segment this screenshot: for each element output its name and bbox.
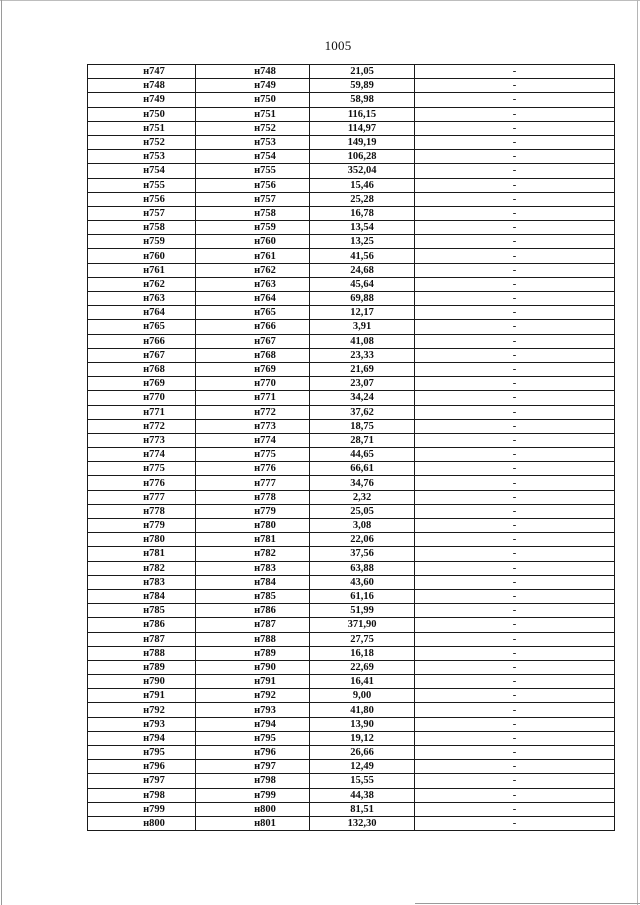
point-to-cell: н791 xyxy=(196,675,310,689)
note-cell: - xyxy=(415,575,615,589)
point-to-cell: н792 xyxy=(196,689,310,703)
table-row xyxy=(88,334,615,348)
table-row xyxy=(88,746,615,760)
distance-cell: 26,66 xyxy=(310,746,415,760)
distance-cell: 66,61 xyxy=(310,462,415,476)
point-from-cell: н769 xyxy=(88,377,196,391)
note-cell: - xyxy=(415,192,615,206)
point-to-cell: н793 xyxy=(196,703,310,717)
distance-cell: 44,65 xyxy=(310,448,415,462)
table-row xyxy=(88,731,615,745)
note-cell: - xyxy=(415,760,615,774)
point-to-cell: н763 xyxy=(196,277,310,291)
point-from-cell: н778 xyxy=(88,504,196,518)
point-from-cell: н779 xyxy=(88,519,196,533)
table-row xyxy=(88,533,615,547)
table-row xyxy=(88,774,615,788)
note-cell: - xyxy=(415,632,615,646)
point-to-cell: н781 xyxy=(196,533,310,547)
note-cell: - xyxy=(415,717,615,731)
point-to-cell: н787 xyxy=(196,618,310,632)
point-from-cell: н794 xyxy=(88,731,196,745)
point-from-cell: н787 xyxy=(88,632,196,646)
table-row xyxy=(88,65,615,79)
table-row xyxy=(88,235,615,249)
point-from-cell: н784 xyxy=(88,589,196,603)
point-to-cell: н777 xyxy=(196,476,310,490)
point-to-cell: н770 xyxy=(196,377,310,391)
point-to-cell: н764 xyxy=(196,292,310,306)
point-to-cell: н784 xyxy=(196,575,310,589)
note-cell: - xyxy=(415,731,615,745)
note-cell: - xyxy=(415,150,615,164)
point-to-cell: н789 xyxy=(196,646,310,660)
distance-cell: 44,38 xyxy=(310,788,415,802)
table-row xyxy=(88,519,615,533)
point-from-cell: н757 xyxy=(88,206,196,220)
distance-cell: 15,46 xyxy=(310,178,415,192)
note-cell: - xyxy=(415,348,615,362)
point-from-cell: н747 xyxy=(88,65,196,79)
point-to-cell: н788 xyxy=(196,632,310,646)
table-row xyxy=(88,164,615,178)
point-to-cell: н759 xyxy=(196,221,310,235)
point-to-cell: н797 xyxy=(196,760,310,774)
table-row xyxy=(88,135,615,149)
point-to-cell: н776 xyxy=(196,462,310,476)
point-to-cell: н778 xyxy=(196,490,310,504)
point-from-cell: н790 xyxy=(88,675,196,689)
point-to-cell: н757 xyxy=(196,192,310,206)
note-cell: - xyxy=(415,235,615,249)
point-to-cell: н782 xyxy=(196,547,310,561)
table-row xyxy=(88,561,615,575)
table-row xyxy=(88,405,615,419)
distance-cell: 23,33 xyxy=(310,348,415,362)
note-cell: - xyxy=(415,135,615,149)
note-cell: - xyxy=(415,178,615,192)
note-cell: - xyxy=(415,320,615,334)
distance-cell: 61,16 xyxy=(310,589,415,603)
table-row xyxy=(88,476,615,490)
distance-cell: 45,64 xyxy=(310,277,415,291)
point-to-cell: н773 xyxy=(196,419,310,433)
point-to-cell: н762 xyxy=(196,263,310,277)
point-from-cell: н783 xyxy=(88,575,196,589)
note-cell: - xyxy=(415,746,615,760)
point-from-cell: н786 xyxy=(88,618,196,632)
distance-cell: 12,17 xyxy=(310,306,415,320)
table-row xyxy=(88,263,615,277)
point-from-cell: н749 xyxy=(88,93,196,107)
point-from-cell: н775 xyxy=(88,462,196,476)
table-row xyxy=(88,575,615,589)
table-row xyxy=(88,178,615,192)
distance-cell: 116,15 xyxy=(310,107,415,121)
note-cell: - xyxy=(415,604,615,618)
note-cell: - xyxy=(415,377,615,391)
point-to-cell: н758 xyxy=(196,206,310,220)
table-row xyxy=(88,206,615,220)
distance-cell: 18,75 xyxy=(310,419,415,433)
note-cell: - xyxy=(415,277,615,291)
note-cell: - xyxy=(415,433,615,447)
point-from-cell: н751 xyxy=(88,121,196,135)
table-row xyxy=(88,689,615,703)
table-row xyxy=(88,816,615,830)
point-to-cell: н799 xyxy=(196,788,310,802)
distance-cell: 51,99 xyxy=(310,604,415,618)
point-to-cell: н753 xyxy=(196,135,310,149)
point-to-cell: н771 xyxy=(196,391,310,405)
distance-cell: 22,69 xyxy=(310,660,415,674)
point-to-cell: н761 xyxy=(196,249,310,263)
table-row xyxy=(88,249,615,263)
point-to-cell: н767 xyxy=(196,334,310,348)
point-from-cell: н750 xyxy=(88,107,196,121)
point-from-cell: н756 xyxy=(88,192,196,206)
note-cell: - xyxy=(415,504,615,518)
point-to-cell: н774 xyxy=(196,433,310,447)
note-cell: - xyxy=(415,589,615,603)
distance-cell: 41,56 xyxy=(310,249,415,263)
note-cell: - xyxy=(415,362,615,376)
distance-cell: 352,04 xyxy=(310,164,415,178)
note-cell: - xyxy=(415,206,615,220)
note-cell: - xyxy=(415,65,615,79)
table-row xyxy=(88,306,615,320)
table-row xyxy=(88,802,615,816)
point-from-cell: н770 xyxy=(88,391,196,405)
point-to-cell: н754 xyxy=(196,150,310,164)
point-from-cell: н774 xyxy=(88,448,196,462)
table-row xyxy=(88,448,615,462)
table-row xyxy=(88,107,615,121)
note-cell: - xyxy=(415,816,615,830)
table-row xyxy=(88,547,615,561)
note-cell: - xyxy=(415,774,615,788)
point-to-cell: н779 xyxy=(196,504,310,518)
distance-cell: 13,54 xyxy=(310,221,415,235)
point-from-cell: н788 xyxy=(88,646,196,660)
note-cell: - xyxy=(415,306,615,320)
distance-cell: 9,00 xyxy=(310,689,415,703)
point-from-cell: н789 xyxy=(88,660,196,674)
note-cell: - xyxy=(415,221,615,235)
note-cell: - xyxy=(415,788,615,802)
point-from-cell: н780 xyxy=(88,533,196,547)
table-row xyxy=(88,589,615,603)
boundary-segments-table xyxy=(87,64,615,831)
distance-cell: 25,05 xyxy=(310,504,415,518)
table-row xyxy=(88,618,615,632)
point-to-cell: н790 xyxy=(196,660,310,674)
table-row xyxy=(88,277,615,291)
point-to-cell: н798 xyxy=(196,774,310,788)
table-row xyxy=(88,362,615,376)
distance-cell: 3,91 xyxy=(310,320,415,334)
point-to-cell: н751 xyxy=(196,107,310,121)
note-cell: - xyxy=(415,334,615,348)
note-cell: - xyxy=(415,249,615,263)
note-cell: - xyxy=(415,703,615,717)
table-row xyxy=(88,150,615,164)
distance-cell: 16,18 xyxy=(310,646,415,660)
note-cell: - xyxy=(415,405,615,419)
distance-cell: 2,32 xyxy=(310,490,415,504)
point-from-cell: н762 xyxy=(88,277,196,291)
point-to-cell: н752 xyxy=(196,121,310,135)
point-from-cell: н771 xyxy=(88,405,196,419)
distance-cell: 28,71 xyxy=(310,433,415,447)
point-from-cell: н782 xyxy=(88,561,196,575)
table-row xyxy=(88,292,615,306)
point-to-cell: н785 xyxy=(196,589,310,603)
table-row xyxy=(88,660,615,674)
scan-edge-left xyxy=(1,0,2,905)
scan-edge-top xyxy=(0,0,640,1)
point-from-cell: н797 xyxy=(88,774,196,788)
distance-cell: 81,51 xyxy=(310,802,415,816)
note-cell: - xyxy=(415,419,615,433)
distance-cell: 13,25 xyxy=(310,235,415,249)
point-to-cell: н794 xyxy=(196,717,310,731)
note-cell: - xyxy=(415,533,615,547)
distance-cell: 43,60 xyxy=(310,575,415,589)
table-row xyxy=(88,462,615,476)
point-to-cell: н795 xyxy=(196,731,310,745)
point-to-cell: н749 xyxy=(196,79,310,93)
distance-cell: 23,07 xyxy=(310,377,415,391)
note-cell: - xyxy=(415,79,615,93)
note-cell: - xyxy=(415,476,615,490)
table-row xyxy=(88,703,615,717)
distance-cell: 59,89 xyxy=(310,79,415,93)
note-cell: - xyxy=(415,121,615,135)
point-from-cell: н792 xyxy=(88,703,196,717)
point-from-cell: н754 xyxy=(88,164,196,178)
point-to-cell: н780 xyxy=(196,519,310,533)
distance-cell: 21,69 xyxy=(310,362,415,376)
point-from-cell: н761 xyxy=(88,263,196,277)
distance-cell: 19,12 xyxy=(310,731,415,745)
point-from-cell: н764 xyxy=(88,306,196,320)
point-from-cell: н798 xyxy=(88,788,196,802)
point-from-cell: н781 xyxy=(88,547,196,561)
distance-cell: 34,24 xyxy=(310,391,415,405)
distance-cell: 34,76 xyxy=(310,476,415,490)
point-from-cell: н772 xyxy=(88,419,196,433)
table-row xyxy=(88,490,615,504)
note-cell: - xyxy=(415,561,615,575)
point-from-cell: н800 xyxy=(88,816,196,830)
note-cell: - xyxy=(415,547,615,561)
point-from-cell: н753 xyxy=(88,150,196,164)
point-to-cell: н766 xyxy=(196,320,310,334)
table-row xyxy=(88,504,615,518)
point-from-cell: н799 xyxy=(88,802,196,816)
page-number: 1005 xyxy=(324,38,352,53)
point-to-cell: н772 xyxy=(196,405,310,419)
table-row xyxy=(88,391,615,405)
table-row xyxy=(88,433,615,447)
table-row xyxy=(88,79,615,93)
point-to-cell: н756 xyxy=(196,178,310,192)
table-row xyxy=(88,320,615,334)
point-from-cell: н766 xyxy=(88,334,196,348)
point-from-cell: н763 xyxy=(88,292,196,306)
distance-cell: 371,90 xyxy=(310,618,415,632)
table-row xyxy=(88,419,615,433)
point-to-cell: н760 xyxy=(196,235,310,249)
note-cell: - xyxy=(415,462,615,476)
table-row xyxy=(88,675,615,689)
table-row xyxy=(88,604,615,618)
point-to-cell: н786 xyxy=(196,604,310,618)
table-row xyxy=(88,632,615,646)
point-from-cell: н759 xyxy=(88,235,196,249)
distance-cell: 12,49 xyxy=(310,760,415,774)
distance-cell: 13,90 xyxy=(310,717,415,731)
point-to-cell: н775 xyxy=(196,448,310,462)
point-from-cell: н755 xyxy=(88,178,196,192)
distance-cell: 25,28 xyxy=(310,192,415,206)
note-cell: - xyxy=(415,646,615,660)
point-from-cell: н777 xyxy=(88,490,196,504)
point-to-cell: н748 xyxy=(196,65,310,79)
distance-cell: 106,28 xyxy=(310,150,415,164)
point-to-cell: н800 xyxy=(196,802,310,816)
note-cell: - xyxy=(415,689,615,703)
table-body xyxy=(88,65,615,831)
point-from-cell: н767 xyxy=(88,348,196,362)
point-from-cell: н752 xyxy=(88,135,196,149)
table-row xyxy=(88,788,615,802)
point-from-cell: н760 xyxy=(88,249,196,263)
point-from-cell: н768 xyxy=(88,362,196,376)
note-cell: - xyxy=(415,660,615,674)
point-from-cell: н795 xyxy=(88,746,196,760)
distance-cell: 132,30 xyxy=(310,816,415,830)
distance-cell: 149,19 xyxy=(310,135,415,149)
point-to-cell: н769 xyxy=(196,362,310,376)
point-to-cell: н783 xyxy=(196,561,310,575)
distance-cell: 3,08 xyxy=(310,519,415,533)
point-from-cell: н796 xyxy=(88,760,196,774)
point-from-cell: н793 xyxy=(88,717,196,731)
point-to-cell: н755 xyxy=(196,164,310,178)
note-cell: - xyxy=(415,618,615,632)
distance-cell: 37,56 xyxy=(310,547,415,561)
note-cell: - xyxy=(415,675,615,689)
point-from-cell: н748 xyxy=(88,79,196,93)
point-to-cell: н750 xyxy=(196,93,310,107)
note-cell: - xyxy=(415,263,615,277)
note-cell: - xyxy=(415,107,615,121)
point-from-cell: н773 xyxy=(88,433,196,447)
table-row xyxy=(88,377,615,391)
point-to-cell: н796 xyxy=(196,746,310,760)
table-row xyxy=(88,760,615,774)
table-row xyxy=(88,121,615,135)
distance-cell: 24,68 xyxy=(310,263,415,277)
distance-cell: 16,41 xyxy=(310,675,415,689)
distance-cell: 21,05 xyxy=(310,65,415,79)
note-cell: - xyxy=(415,93,615,107)
point-from-cell: н765 xyxy=(88,320,196,334)
point-to-cell: н801 xyxy=(196,816,310,830)
point-from-cell: н758 xyxy=(88,221,196,235)
point-to-cell: н765 xyxy=(196,306,310,320)
distance-cell: 15,55 xyxy=(310,774,415,788)
point-from-cell: н791 xyxy=(88,689,196,703)
distance-cell: 41,08 xyxy=(310,334,415,348)
distance-cell: 58,98 xyxy=(310,93,415,107)
note-cell: - xyxy=(415,802,615,816)
note-cell: - xyxy=(415,164,615,178)
scan-edge-bottom xyxy=(415,903,640,904)
note-cell: - xyxy=(415,490,615,504)
table-row xyxy=(88,192,615,206)
distance-cell: 41,80 xyxy=(310,703,415,717)
point-from-cell: н785 xyxy=(88,604,196,618)
distance-cell: 69,88 xyxy=(310,292,415,306)
distance-cell: 114,97 xyxy=(310,121,415,135)
table-row xyxy=(88,646,615,660)
table-row xyxy=(88,348,615,362)
distance-cell: 37,62 xyxy=(310,405,415,419)
point-from-cell: н776 xyxy=(88,476,196,490)
scan-edge-right xyxy=(637,0,638,905)
table-row xyxy=(88,221,615,235)
note-cell: - xyxy=(415,448,615,462)
distance-cell: 63,88 xyxy=(310,561,415,575)
point-to-cell: н768 xyxy=(196,348,310,362)
distance-cell: 27,75 xyxy=(310,632,415,646)
note-cell: - xyxy=(415,292,615,306)
table-row xyxy=(88,93,615,107)
distance-cell: 16,78 xyxy=(310,206,415,220)
note-cell: - xyxy=(415,519,615,533)
note-cell: - xyxy=(415,391,615,405)
table-row xyxy=(88,717,615,731)
distance-cell: 22,06 xyxy=(310,533,415,547)
